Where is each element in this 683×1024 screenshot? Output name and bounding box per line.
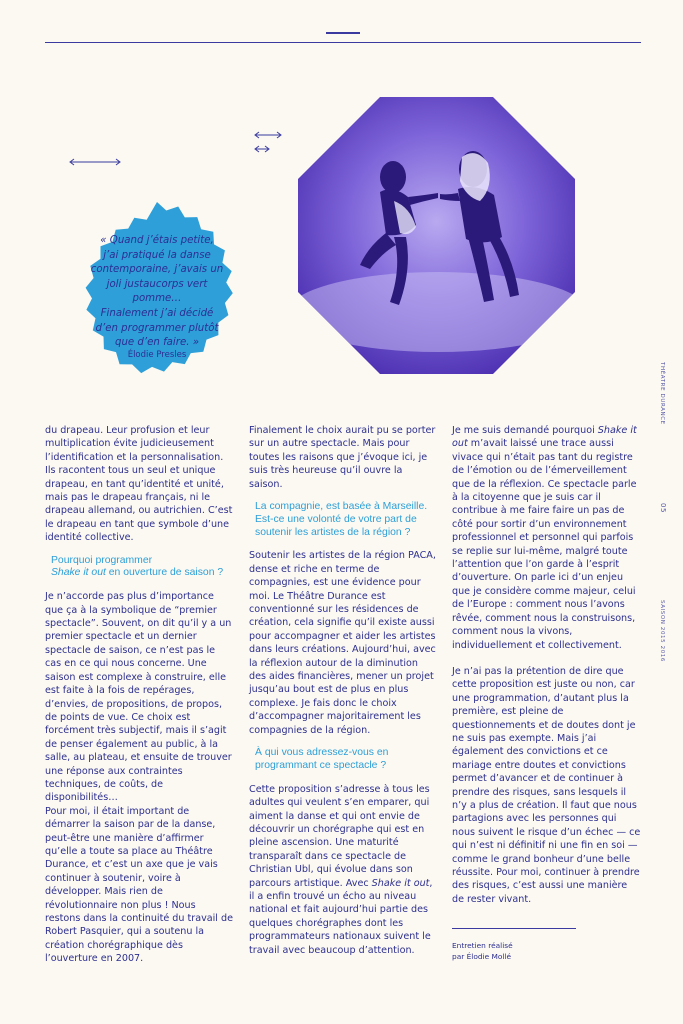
show-title: Shake it out bbox=[452, 425, 637, 450]
paragraph: Soutenir les artistes de la région PACA, dense et riche en terme de compagnies, est une évidence pour moi. Le Théâtre Durance est conventionné sur les résidences de création, cela signifie qu’il existe aussi pour accompagner et aider les artistes dans leurs créations. Aujourd’hui, avec la réflexion autour de la diminution des aides financières, mener un projet jusqu’au bout est de plus en plus complexe. Je fais donc le choix d’accompagner majoritairement les compagnies de la région. bbox=[249, 550, 436, 736]
paragraph-text: Cette proposition s’adresse à tous les adultes qui veulent s’en emparer, qui aiment la danse et qui ont envie de découvrir un chorégraphe qui est en pleine ascension. Une maturité transparaît dans ce spectacle de Christian Ubl, qui évolue dans son parcours artistique. Avec bbox=[249, 783, 430, 889]
paragraph bbox=[452, 424, 642, 652]
credit-line-1: Entretien réalisé bbox=[452, 941, 513, 950]
text-column-1 bbox=[45, 424, 233, 966]
side-label-theatre: THÉATRE DURANCE bbox=[659, 362, 665, 425]
show-title: Shake it out bbox=[371, 877, 430, 889]
side-page-number: 05 bbox=[659, 503, 667, 514]
quote-author: Élodie Presles bbox=[127, 350, 187, 360]
quote-line: j’ai pratiqué la danse bbox=[103, 249, 211, 261]
top-rule bbox=[45, 42, 641, 43]
paragraph: du drapeau. Leur profusion et leur multiplication évite judicieusement l’identification et la personnalisation. Ils racontent tous un seul et unique drapeau, en tant qu’identité et unité, mais pas le drapeau français, ni le drapeau allemand, ou autrichien. C’est le drapeau en tant que symbole d’une identité collective. bbox=[45, 425, 233, 544]
paragraph-text: m’avait laissé une trace aussi vivace qui n’était pas tant du registre de l’émotion ou de l’émerveillement que de la réflexion. Ce spectacle parle à la citoyenne que je suis car il contribue à me faire faire un pas de côté pour sortir d’un environnement professionnel et personnel qui parfois se replie sur lui-même, malgré toute l’attention que l’on garde à l’esprit d’ouverture. On parle ici d’un enjeu que je considère comme majeur, celui de l’Europe : comment nous l’avons rêvée, comment nous la construisons, comment nous la vivons, individuellement et collectivement. bbox=[452, 438, 637, 651]
question-text: en ouverture de saison ? bbox=[105, 567, 224, 579]
paragraph: Je n’accorde pas plus d’importance que ça à la symbolique de “premier spectacle”. Souvent, on dit qu’il y a un premier spectacle et un dernier spectacle de saison, ce n’est pas le cas en ce qui nous concerne. Une saison est complexe à construire, elle est faite à la fois de repérages, d’envies, de propositions, de propos, de points de vue. Ce choix est forcément très subjectif, mais il s’agit de penser également au public, à la salle, au plateau, et ensuite de trouver une réponse aux contraintes techniques, de coûts, de disponibilités… bbox=[45, 591, 232, 804]
text-column-3 bbox=[452, 424, 642, 906]
quote-text bbox=[82, 234, 232, 351]
side-label-season: SAISON 2015 2016 bbox=[659, 600, 665, 663]
paragraph-text: , il a enfin trouvé un écho au niveau national et fait aujourd’hui partie des quelques chorégraphes dont les programmateurs nationaux suivent le travail avec beaucoup d’attention. bbox=[249, 877, 433, 956]
paragraph bbox=[249, 783, 437, 957]
quote-line: « Quand j’étais petite, bbox=[100, 235, 214, 246]
pull-quote bbox=[62, 200, 252, 390]
question-text: Pourquoi programmer bbox=[51, 554, 153, 566]
quote-line: Finalement j’ai décidé bbox=[100, 307, 214, 319]
double-arrow-icon bbox=[254, 145, 270, 153]
interview-credit bbox=[452, 941, 513, 962]
credit-line-2: par Élodie Mollé bbox=[452, 951, 512, 961]
show-title: Shake it out bbox=[51, 567, 106, 579]
quote-line: contemporaine, j’avais un bbox=[90, 264, 224, 276]
paragraph: Pour moi, il était important de démarrer la saison par de la danse, peut-être une manière d’affirmer qu’elle a toute sa place au Théâtre Durance, et c’est un axe que je vais continuer à soutenir, voire à développer. Mais rien de révolutionnaire non plus ! Nous restons dans la continuité du travail de Robert Pasquier, qui a soutenu la création chorégraphique dès l’ouverture en 2007. bbox=[45, 805, 234, 965]
paragraph: Je n’ai pas la prétention de dire que cette proposition est juste ou non, car une programmation, d’autant plus la première, est pleine de questionnements et de doutes dont je ne suis pas exempte. Mais j’ai également des convictions et ce mariage entre doutes et convictions permet d’avancer et de continuer à prendre des risques, sans lesquels il n’y a plus de création. Il faut que nous partagions avec les personnes qui nous suivent le risque d’un échec — ce qui n’est ni définitif ni une fin en soi — comme le grand bonheur d’une belle réussite. Pour moi, continuer à prendre des risques, c’est aussi une manière de rester vivant. bbox=[452, 665, 641, 905]
double-arrow-icon bbox=[69, 158, 121, 166]
text-column-2 bbox=[249, 424, 437, 957]
credit-rule bbox=[452, 928, 576, 929]
dancers-photo bbox=[298, 97, 575, 374]
interview-question: À qui vous adressez-vous en programmant ce spectacle ? bbox=[255, 747, 389, 771]
quote-line: joli justaucorps vert pomme… bbox=[106, 278, 208, 305]
paragraph-text: Je me suis demandé pourquoi bbox=[452, 425, 598, 436]
interview-question: La compagnie, est basée à Marseille. Est-ce une volonté de votre part de soutenir les artistes de la région ? bbox=[255, 501, 428, 538]
paragraph: Finalement le choix aurait pu se porter sur un autre spectacle. Mais pour toutes les raisons que j’évoque ici, je suis très heureuse qu’il ouvre la saison. bbox=[249, 425, 436, 490]
interview-question bbox=[51, 555, 233, 581]
top-marker bbox=[326, 32, 360, 34]
quote-line: que d’en faire. » bbox=[115, 337, 199, 349]
double-arrow-icon bbox=[254, 131, 282, 139]
quote-line: d’en programmer plutôt bbox=[95, 322, 219, 334]
